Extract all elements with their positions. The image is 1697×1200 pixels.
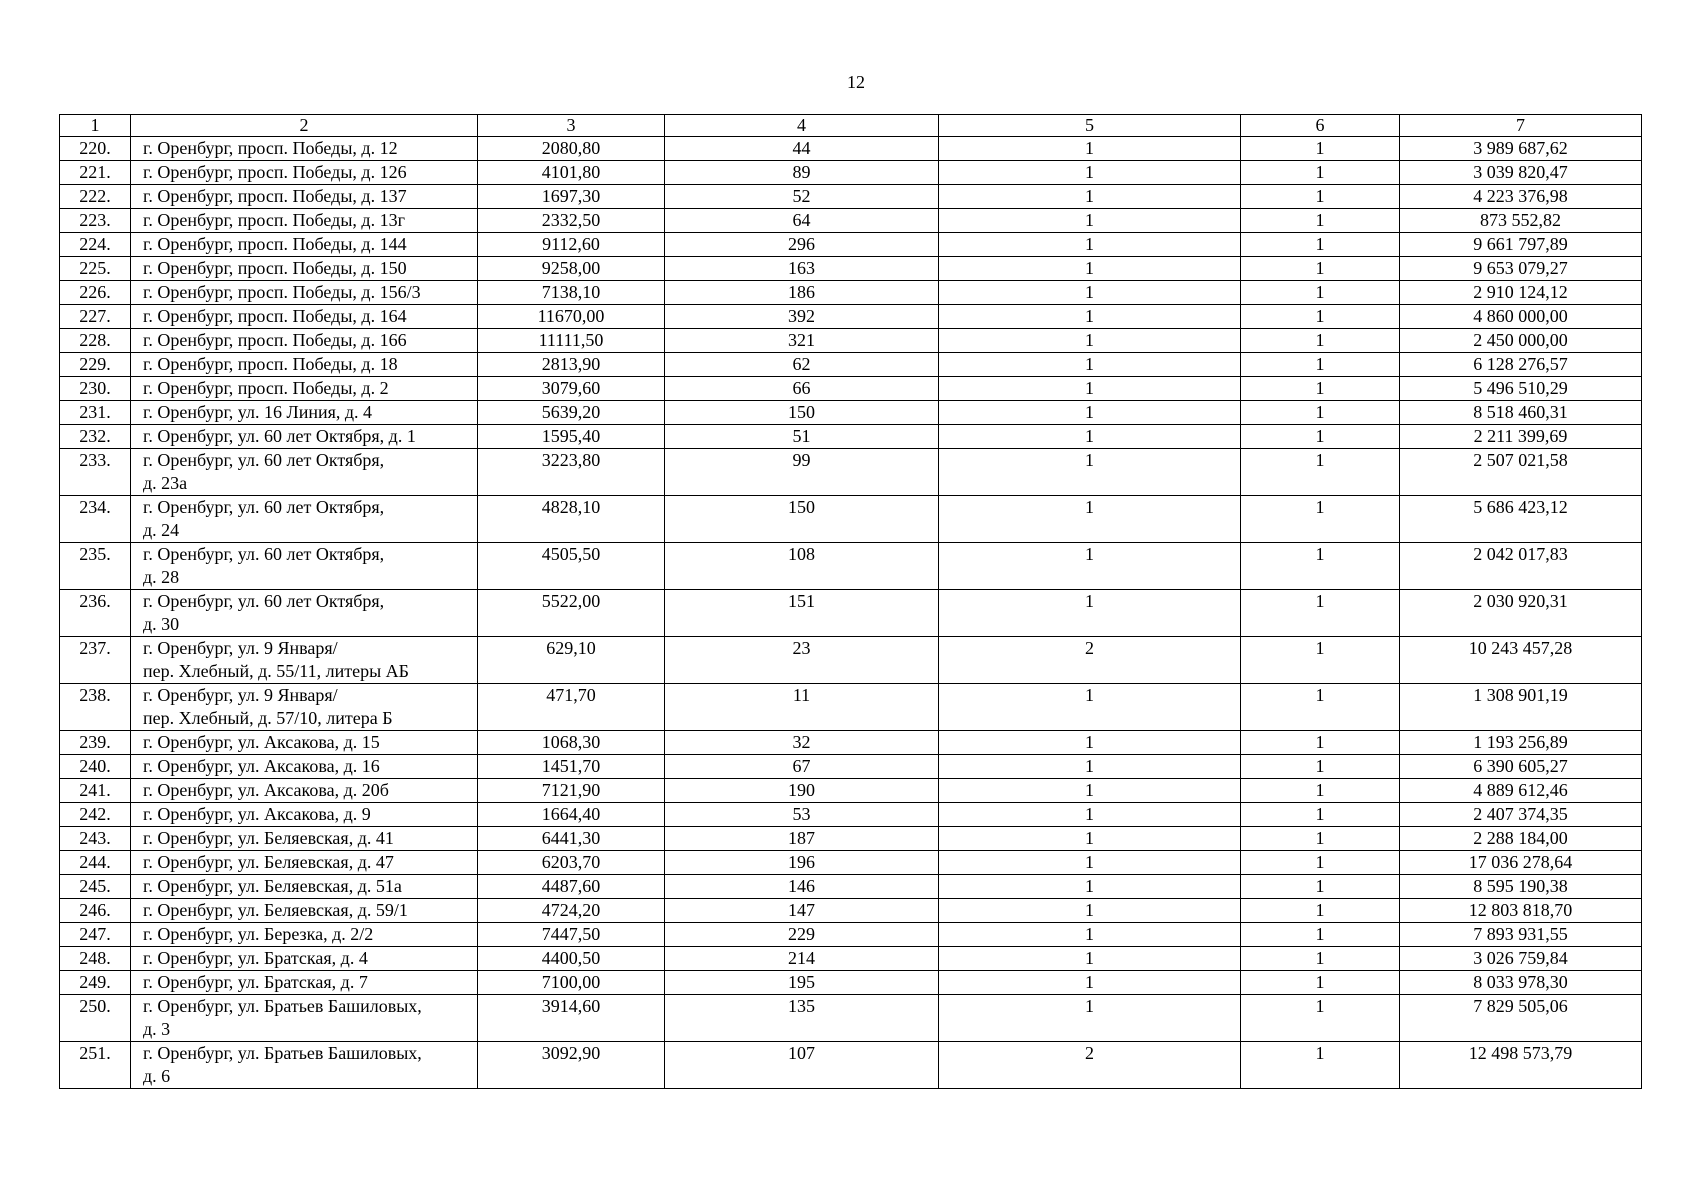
area-cell: 7121,90 bbox=[478, 779, 665, 803]
column-6-cell: 1 bbox=[1241, 281, 1400, 305]
quantity-cell: 195 bbox=[665, 971, 939, 995]
row-number-cell: 234. bbox=[60, 496, 131, 543]
cost-cell: 8 595 190,38 bbox=[1400, 875, 1642, 899]
quantity-cell: 151 bbox=[665, 590, 939, 637]
quantity-cell: 135 bbox=[665, 995, 939, 1042]
table-row bbox=[60, 947, 1642, 971]
column-6-cell: 1 bbox=[1241, 449, 1400, 496]
column-6-cell: 1 bbox=[1241, 637, 1400, 684]
cost-cell: 2 507 021,58 bbox=[1400, 449, 1642, 496]
address-cell: г. Оренбург, ул. Беляевская, д. 51а bbox=[131, 875, 478, 899]
column-6-cell: 1 bbox=[1241, 755, 1400, 779]
column-5-cell: 1 bbox=[939, 209, 1241, 233]
quantity-cell: 108 bbox=[665, 543, 939, 590]
column-5-cell: 1 bbox=[939, 947, 1241, 971]
table-row bbox=[60, 281, 1642, 305]
quantity-cell: 229 bbox=[665, 923, 939, 947]
table-row bbox=[60, 827, 1642, 851]
quantity-cell: 11 bbox=[665, 684, 939, 731]
column-6-cell: 1 bbox=[1241, 377, 1400, 401]
quantity-cell: 196 bbox=[665, 851, 939, 875]
row-number-cell: 251. bbox=[60, 1042, 131, 1089]
column-6-cell: 1 bbox=[1241, 425, 1400, 449]
table-row bbox=[60, 803, 1642, 827]
column-6-cell: 1 bbox=[1241, 257, 1400, 281]
row-number-cell: 228. bbox=[60, 329, 131, 353]
column-5-cell: 1 bbox=[939, 851, 1241, 875]
column-header-4: 4 bbox=[665, 115, 939, 137]
address-cell: г. Оренбург, ул. Братьев Башиловых, д. 3 bbox=[131, 995, 478, 1042]
row-number-cell: 236. bbox=[60, 590, 131, 637]
quantity-cell: 64 bbox=[665, 209, 939, 233]
column-6-cell: 1 bbox=[1241, 971, 1400, 995]
column-5-cell: 1 bbox=[939, 233, 1241, 257]
column-5-cell: 1 bbox=[939, 377, 1241, 401]
column-6-cell: 1 bbox=[1241, 590, 1400, 637]
quantity-cell: 52 bbox=[665, 185, 939, 209]
quantity-cell: 150 bbox=[665, 401, 939, 425]
column-6-cell: 1 bbox=[1241, 779, 1400, 803]
row-number-cell: 229. bbox=[60, 353, 131, 377]
table-row bbox=[60, 496, 1642, 543]
address-cell: г. Оренбург, ул. Аксакова, д. 9 bbox=[131, 803, 478, 827]
row-number-cell: 247. bbox=[60, 923, 131, 947]
address-cell: г. Оренбург, ул. 60 лет Октября, д. 23а bbox=[131, 449, 478, 496]
column-header-7: 7 bbox=[1400, 115, 1642, 137]
table-row bbox=[60, 923, 1642, 947]
register-table bbox=[59, 114, 1642, 1089]
address-cell: г. Оренбург, просп. Победы, д. 12 bbox=[131, 137, 478, 161]
table-row bbox=[60, 161, 1642, 185]
quantity-cell: 99 bbox=[665, 449, 939, 496]
column-6-cell: 1 bbox=[1241, 305, 1400, 329]
table-row bbox=[60, 851, 1642, 875]
column-6-cell: 1 bbox=[1241, 161, 1400, 185]
quantity-cell: 44 bbox=[665, 137, 939, 161]
table-row bbox=[60, 329, 1642, 353]
cost-cell: 5 496 510,29 bbox=[1400, 377, 1642, 401]
column-5-cell: 1 bbox=[939, 731, 1241, 755]
column-header-5: 5 bbox=[939, 115, 1241, 137]
table-row bbox=[60, 731, 1642, 755]
column-6-cell: 1 bbox=[1241, 233, 1400, 257]
row-number-cell: 230. bbox=[60, 377, 131, 401]
cost-cell: 5 686 423,12 bbox=[1400, 496, 1642, 543]
column-6-cell: 1 bbox=[1241, 329, 1400, 353]
table-row bbox=[60, 185, 1642, 209]
address-cell: г. Оренбург, ул. Аксакова, д. 16 bbox=[131, 755, 478, 779]
area-cell: 5522,00 bbox=[478, 590, 665, 637]
column-6-cell: 1 bbox=[1241, 731, 1400, 755]
row-number-cell: 242. bbox=[60, 803, 131, 827]
column-header-2: 2 bbox=[131, 115, 478, 137]
address-cell: г. Оренбург, просп. Победы, д. 137 bbox=[131, 185, 478, 209]
address-cell: г. Оренбург, просп. Победы, д. 150 bbox=[131, 257, 478, 281]
address-cell: г. Оренбург, ул. Братская, д. 4 bbox=[131, 947, 478, 971]
address-cell: г. Оренбург, ул. 60 лет Октября, д. 28 bbox=[131, 543, 478, 590]
quantity-cell: 214 bbox=[665, 947, 939, 971]
column-5-cell: 1 bbox=[939, 496, 1241, 543]
address-cell: г. Оренбург, ул. Братьев Башиловых, д. 6 bbox=[131, 1042, 478, 1089]
column-5-cell: 1 bbox=[939, 449, 1241, 496]
column-6-cell: 1 bbox=[1241, 353, 1400, 377]
row-number-cell: 240. bbox=[60, 755, 131, 779]
cost-cell: 12 803 818,70 bbox=[1400, 899, 1642, 923]
area-cell: 629,10 bbox=[478, 637, 665, 684]
row-number-cell: 221. bbox=[60, 161, 131, 185]
area-cell: 7100,00 bbox=[478, 971, 665, 995]
address-cell: г. Оренбург, ул. Аксакова, д. 20б bbox=[131, 779, 478, 803]
area-cell: 1697,30 bbox=[478, 185, 665, 209]
area-cell: 2332,50 bbox=[478, 209, 665, 233]
cost-cell: 7 893 931,55 bbox=[1400, 923, 1642, 947]
area-cell: 1068,30 bbox=[478, 731, 665, 755]
area-cell: 3223,80 bbox=[478, 449, 665, 496]
area-cell: 11670,00 bbox=[478, 305, 665, 329]
table-row bbox=[60, 233, 1642, 257]
area-cell: 9112,60 bbox=[478, 233, 665, 257]
address-cell: г. Оренбург, ул. 9 Января/ пер. Хлебный, д. 55/11, литеры АБ bbox=[131, 637, 478, 684]
quantity-cell: 150 bbox=[665, 496, 939, 543]
cost-cell: 8 033 978,30 bbox=[1400, 971, 1642, 995]
column-5-cell: 1 bbox=[939, 137, 1241, 161]
cost-cell: 873 552,82 bbox=[1400, 209, 1642, 233]
column-6-cell: 1 bbox=[1241, 995, 1400, 1042]
quantity-cell: 32 bbox=[665, 731, 939, 755]
area-cell: 4724,20 bbox=[478, 899, 665, 923]
table-body bbox=[60, 115, 1642, 1089]
row-number-cell: 232. bbox=[60, 425, 131, 449]
table-row bbox=[60, 875, 1642, 899]
area-cell: 3079,60 bbox=[478, 377, 665, 401]
address-cell: г. Оренбург, ул. Березка, д. 2/2 bbox=[131, 923, 478, 947]
quantity-cell: 146 bbox=[665, 875, 939, 899]
column-header-3: 3 bbox=[478, 115, 665, 137]
column-6-cell: 1 bbox=[1241, 803, 1400, 827]
row-number-cell: 227. bbox=[60, 305, 131, 329]
row-number-cell: 225. bbox=[60, 257, 131, 281]
column-5-cell: 1 bbox=[939, 185, 1241, 209]
address-cell: г. Оренбург, ул. Беляевская, д. 41 bbox=[131, 827, 478, 851]
column-header-6: 6 bbox=[1241, 115, 1400, 137]
quantity-cell: 23 bbox=[665, 637, 939, 684]
column-5-cell: 1 bbox=[939, 827, 1241, 851]
table-row bbox=[60, 377, 1642, 401]
cost-cell: 4 860 000,00 bbox=[1400, 305, 1642, 329]
area-cell: 1664,40 bbox=[478, 803, 665, 827]
area-cell: 1451,70 bbox=[478, 755, 665, 779]
column-6-cell: 1 bbox=[1241, 209, 1400, 233]
area-cell: 3914,60 bbox=[478, 995, 665, 1042]
area-cell: 6441,30 bbox=[478, 827, 665, 851]
column-5-cell: 1 bbox=[939, 543, 1241, 590]
column-5-cell: 1 bbox=[939, 684, 1241, 731]
cost-cell: 2 450 000,00 bbox=[1400, 329, 1642, 353]
table-row bbox=[60, 590, 1642, 637]
column-5-cell: 1 bbox=[939, 353, 1241, 377]
cost-cell: 10 243 457,28 bbox=[1400, 637, 1642, 684]
table-row bbox=[60, 779, 1642, 803]
table-row bbox=[60, 401, 1642, 425]
address-cell: г. Оренбург, ул. 60 лет Октября, д. 30 bbox=[131, 590, 478, 637]
address-cell: г. Оренбург, просп. Победы, д. 2 bbox=[131, 377, 478, 401]
column-6-cell: 1 bbox=[1241, 496, 1400, 543]
quantity-cell: 53 bbox=[665, 803, 939, 827]
cost-cell: 3 026 759,84 bbox=[1400, 947, 1642, 971]
row-number-cell: 243. bbox=[60, 827, 131, 851]
area-cell: 4828,10 bbox=[478, 496, 665, 543]
area-cell: 2080,80 bbox=[478, 137, 665, 161]
column-6-cell: 1 bbox=[1241, 185, 1400, 209]
area-cell: 2813,90 bbox=[478, 353, 665, 377]
cost-cell: 2 288 184,00 bbox=[1400, 827, 1642, 851]
address-cell: г. Оренбург, просп. Победы, д. 166 bbox=[131, 329, 478, 353]
table-row bbox=[60, 684, 1642, 731]
column-5-cell: 1 bbox=[939, 425, 1241, 449]
address-cell: г. Оренбург, ул. 60 лет Октября, д. 1 bbox=[131, 425, 478, 449]
table-row bbox=[60, 209, 1642, 233]
area-cell: 3092,90 bbox=[478, 1042, 665, 1089]
quantity-cell: 147 bbox=[665, 899, 939, 923]
cost-cell: 9 653 079,27 bbox=[1400, 257, 1642, 281]
column-5-cell: 2 bbox=[939, 1042, 1241, 1089]
table-row bbox=[60, 353, 1642, 377]
area-cell: 4487,60 bbox=[478, 875, 665, 899]
address-cell: г. Оренбург, ул. Беляевская, д. 59/1 bbox=[131, 899, 478, 923]
column-5-cell: 1 bbox=[939, 755, 1241, 779]
table-row bbox=[60, 305, 1642, 329]
cost-cell: 6 390 605,27 bbox=[1400, 755, 1642, 779]
row-number-cell: 233. bbox=[60, 449, 131, 496]
area-cell: 4101,80 bbox=[478, 161, 665, 185]
quantity-cell: 187 bbox=[665, 827, 939, 851]
cost-cell: 2 407 374,35 bbox=[1400, 803, 1642, 827]
cost-cell: 6 128 276,57 bbox=[1400, 353, 1642, 377]
column-5-cell: 1 bbox=[939, 779, 1241, 803]
cost-cell: 4 223 376,98 bbox=[1400, 185, 1642, 209]
area-cell: 6203,70 bbox=[478, 851, 665, 875]
table-row bbox=[60, 755, 1642, 779]
quantity-cell: 186 bbox=[665, 281, 939, 305]
cost-cell: 2 042 017,83 bbox=[1400, 543, 1642, 590]
row-number-cell: 250. bbox=[60, 995, 131, 1042]
address-cell: г. Оренбург, ул. Беляевская, д. 47 bbox=[131, 851, 478, 875]
cost-cell: 2 910 124,12 bbox=[1400, 281, 1642, 305]
column-5-cell: 1 bbox=[939, 257, 1241, 281]
area-cell: 1595,40 bbox=[478, 425, 665, 449]
area-cell: 7138,10 bbox=[478, 281, 665, 305]
cost-cell: 9 661 797,89 bbox=[1400, 233, 1642, 257]
row-number-cell: 246. bbox=[60, 899, 131, 923]
column-5-cell: 1 bbox=[939, 401, 1241, 425]
address-cell: г. Оренбург, просп. Победы, д. 144 bbox=[131, 233, 478, 257]
row-number-cell: 241. bbox=[60, 779, 131, 803]
area-cell: 11111,50 bbox=[478, 329, 665, 353]
quantity-cell: 62 bbox=[665, 353, 939, 377]
area-cell: 9258,00 bbox=[478, 257, 665, 281]
column-5-cell: 1 bbox=[939, 590, 1241, 637]
column-5-cell: 1 bbox=[939, 875, 1241, 899]
address-cell: г. Оренбург, ул. 16 Линия, д. 4 bbox=[131, 401, 478, 425]
page-number: 12 bbox=[847, 72, 865, 92]
column-6-cell: 1 bbox=[1241, 1042, 1400, 1089]
quantity-cell: 392 bbox=[665, 305, 939, 329]
column-6-cell: 1 bbox=[1241, 899, 1400, 923]
row-number-cell: 220. bbox=[60, 137, 131, 161]
column-6-cell: 1 bbox=[1241, 947, 1400, 971]
table-row bbox=[60, 971, 1642, 995]
area-cell: 7447,50 bbox=[478, 923, 665, 947]
row-number-cell: 223. bbox=[60, 209, 131, 233]
address-cell: г. Оренбург, просп. Победы, д. 126 bbox=[131, 161, 478, 185]
column-6-cell: 1 bbox=[1241, 401, 1400, 425]
cost-cell: 7 829 505,06 bbox=[1400, 995, 1642, 1042]
table-row bbox=[60, 425, 1642, 449]
column-5-cell: 1 bbox=[939, 803, 1241, 827]
cost-cell: 8 518 460,31 bbox=[1400, 401, 1642, 425]
row-number-cell: 238. bbox=[60, 684, 131, 731]
row-number-cell: 248. bbox=[60, 947, 131, 971]
address-cell: г. Оренбург, ул. 60 лет Октября, д. 24 bbox=[131, 496, 478, 543]
quantity-cell: 51 bbox=[665, 425, 939, 449]
table-row bbox=[60, 137, 1642, 161]
cost-cell: 12 498 573,79 bbox=[1400, 1042, 1642, 1089]
cost-cell: 3 039 820,47 bbox=[1400, 161, 1642, 185]
column-5-cell: 1 bbox=[939, 899, 1241, 923]
cost-cell: 4 889 612,46 bbox=[1400, 779, 1642, 803]
column-5-cell: 1 bbox=[939, 995, 1241, 1042]
quantity-cell: 296 bbox=[665, 233, 939, 257]
quantity-cell: 107 bbox=[665, 1042, 939, 1089]
table-row bbox=[60, 1042, 1642, 1089]
address-cell: г. Оренбург, ул. Братская, д. 7 bbox=[131, 971, 478, 995]
cost-cell: 3 989 687,62 bbox=[1400, 137, 1642, 161]
row-number-cell: 245. bbox=[60, 875, 131, 899]
quantity-cell: 67 bbox=[665, 755, 939, 779]
address-cell: г. Оренбург, просп. Победы, д. 18 bbox=[131, 353, 478, 377]
row-number-cell: 224. bbox=[60, 233, 131, 257]
row-number-cell: 222. bbox=[60, 185, 131, 209]
column-5-cell: 1 bbox=[939, 161, 1241, 185]
column-number-row bbox=[60, 115, 1642, 137]
table-row bbox=[60, 899, 1642, 923]
column-5-cell: 1 bbox=[939, 305, 1241, 329]
column-6-cell: 1 bbox=[1241, 875, 1400, 899]
column-6-cell: 1 bbox=[1241, 137, 1400, 161]
table-row bbox=[60, 637, 1642, 684]
cost-cell: 2 211 399,69 bbox=[1400, 425, 1642, 449]
row-number-cell: 226. bbox=[60, 281, 131, 305]
row-number-cell: 239. bbox=[60, 731, 131, 755]
row-number-cell: 231. bbox=[60, 401, 131, 425]
column-5-cell: 1 bbox=[939, 971, 1241, 995]
quantity-cell: 190 bbox=[665, 779, 939, 803]
table-row bbox=[60, 995, 1642, 1042]
column-header-1: 1 bbox=[60, 115, 131, 137]
cost-cell: 1 308 901,19 bbox=[1400, 684, 1642, 731]
cost-cell: 1 193 256,89 bbox=[1400, 731, 1642, 755]
column-5-cell: 2 bbox=[939, 637, 1241, 684]
area-cell: 4400,50 bbox=[478, 947, 665, 971]
column-6-cell: 1 bbox=[1241, 543, 1400, 590]
quantity-cell: 89 bbox=[665, 161, 939, 185]
address-cell: г. Оренбург, просп. Победы, д. 13г bbox=[131, 209, 478, 233]
area-cell: 4505,50 bbox=[478, 543, 665, 590]
address-cell: г. Оренбург, ул. Аксакова, д. 15 bbox=[131, 731, 478, 755]
quantity-cell: 163 bbox=[665, 257, 939, 281]
row-number-cell: 244. bbox=[60, 851, 131, 875]
area-cell: 5639,20 bbox=[478, 401, 665, 425]
column-5-cell: 1 bbox=[939, 923, 1241, 947]
cost-cell: 2 030 920,31 bbox=[1400, 590, 1642, 637]
column-6-cell: 1 bbox=[1241, 684, 1400, 731]
cost-cell: 17 036 278,64 bbox=[1400, 851, 1642, 875]
quantity-cell: 321 bbox=[665, 329, 939, 353]
table-row bbox=[60, 449, 1642, 496]
row-number-cell: 237. bbox=[60, 637, 131, 684]
address-cell: г. Оренбург, просп. Победы, д. 164 bbox=[131, 305, 478, 329]
column-5-cell: 1 bbox=[939, 281, 1241, 305]
address-cell: г. Оренбург, ул. 9 Января/ пер. Хлебный, д. 57/10, литера Б bbox=[131, 684, 478, 731]
address-cell: г. Оренбург, просп. Победы, д. 156/3 bbox=[131, 281, 478, 305]
column-5-cell: 1 bbox=[939, 329, 1241, 353]
row-number-cell: 249. bbox=[60, 971, 131, 995]
quantity-cell: 66 bbox=[665, 377, 939, 401]
area-cell: 471,70 bbox=[478, 684, 665, 731]
column-6-cell: 1 bbox=[1241, 923, 1400, 947]
table-row bbox=[60, 257, 1642, 281]
table-row bbox=[60, 543, 1642, 590]
column-6-cell: 1 bbox=[1241, 851, 1400, 875]
column-6-cell: 1 bbox=[1241, 827, 1400, 851]
row-number-cell: 235. bbox=[60, 543, 131, 590]
